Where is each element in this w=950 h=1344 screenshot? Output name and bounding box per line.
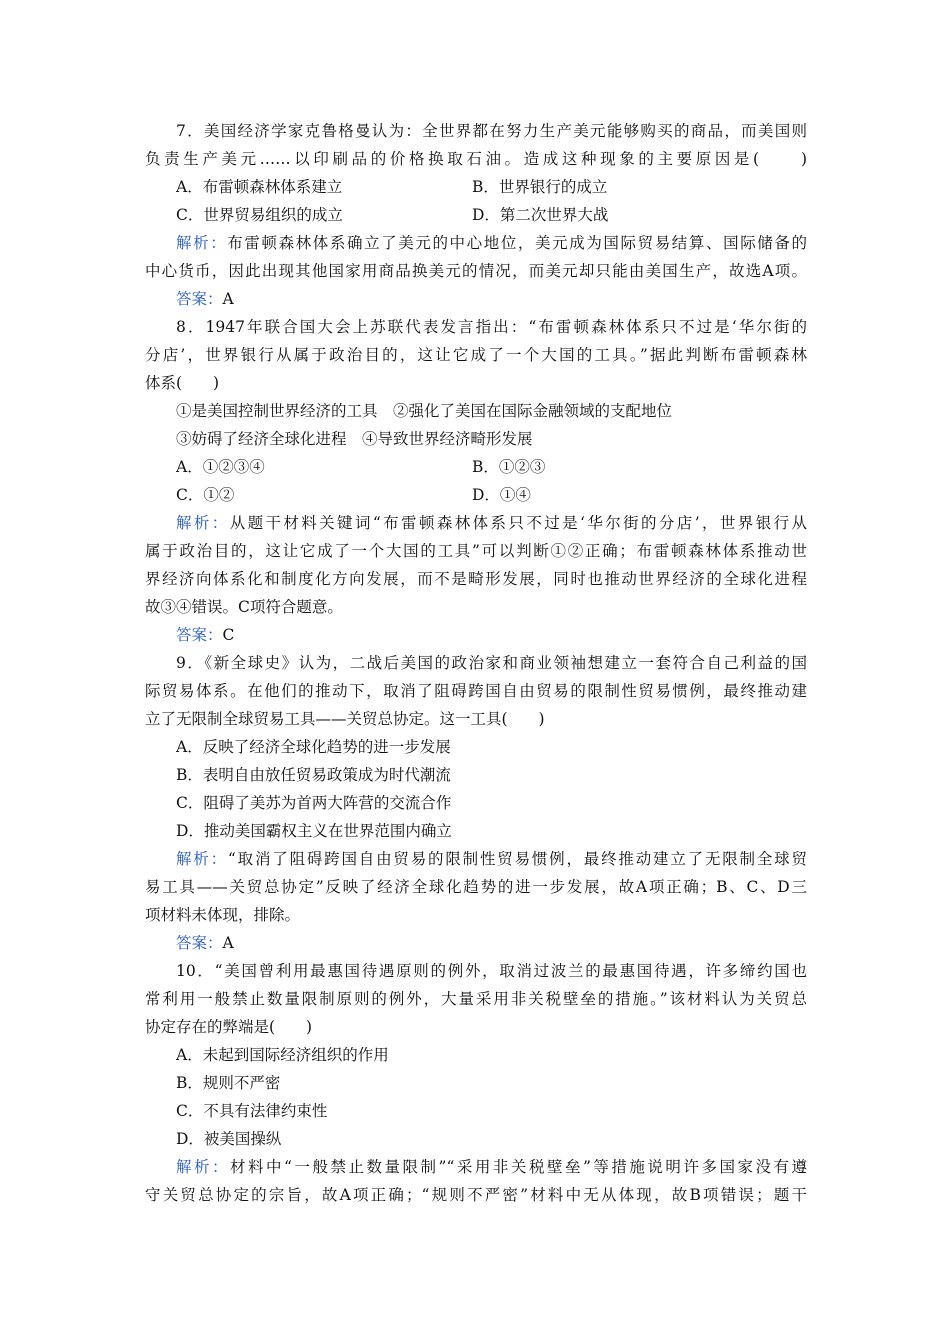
q8-analysis-text-1: 从题干材料关键词“布雷顿森林体系只不过是‘华尔街的分店’，世界银行从 [229, 514, 807, 532]
q7-options-row-2 [176, 201, 807, 229]
q10-analysis-line-1 [176, 1153, 807, 1181]
q8-analysis-line-1 [176, 509, 807, 537]
q9-analysis-text-1: “取消了阻碍跨国自由贸易的限制性贸易惯例，最终推动建立了无限制全球贸 [227, 850, 807, 868]
q7-stem-line-2: 负责生产美元……以印刷品的价格换取石油。造成这种现象的主要原因是( ) [145, 150, 807, 168]
q9-option-b: B．表明自由放任贸易政策成为时代潮流 [176, 766, 451, 784]
q7-option-c: C．世界贸易组织的成立 [176, 206, 343, 224]
analysis-label: 解析： [176, 1158, 231, 1176]
q9-analysis-line-3: 项材料未体现，排除。 [145, 906, 301, 924]
q8-stem-line-3: 体系( ) [145, 374, 220, 392]
q10-analysis-line-2: 守关贸总协定的宗旨，故A项正确；“规则不严密”材料中无从体现，故B项错误；题干 [145, 1186, 807, 1204]
q9-stem-line-2: 际贸易体系。在他们的推动下，取消了阻碍跨国自由贸易的限制性贸易惯例，最终推动建 [145, 682, 807, 700]
q9-analysis-line-2: 易工具——关贸总协定”反映了经济全球化趋势的进一步发展，故A项正确；B、C、D三 [145, 878, 807, 896]
q10-option-a: A．未起到国际经济组织的作用 [176, 1046, 389, 1064]
q8-statements-line-2: ③妨碍了经济全球化进程 ④导致世界经济畸形发展 [176, 430, 533, 448]
q9-option-d: D．推动美国霸权主义在世界范围内确立 [176, 822, 452, 840]
answer-label: 答案： [176, 290, 223, 308]
q9-option-c: C．阻碍了美苏为首两大阵营的交流合作 [176, 794, 452, 812]
q8-analysis-line-2: 属于政治目的，这让它成了一个大国的工具”可以判断①②正确；布雷顿森林体系推动世 [145, 542, 807, 560]
q10-stem-line-3: 协定存在的弊端是( ) [145, 1018, 313, 1036]
q8-option-a: A．①②③④ [176, 458, 265, 476]
q7-options-row-1 [176, 173, 807, 201]
q10-stem-line-1: 10．“美国曾利用最惠国待遇原则的例外，取消过波兰的最惠国待遇，许多缔约国也 [176, 962, 807, 980]
q8-analysis-line-4: 故③④错误。C项符合题意。 [145, 598, 343, 616]
q7-analysis-line-2: 中心货币，因此出现其他国家用商品换美元的情况，而美元却只能由美国生产，故选A项。 [145, 262, 807, 280]
q10-option-c: C．不具有法律约束性 [176, 1102, 328, 1120]
q8-stem-line-2: 分店’，世界银行从属于政治目的，这让它成了一个大国的工具。”据此判断布雷顿森林 [145, 346, 807, 364]
q7-option-a: A．布雷顿森林体系建立 [176, 178, 343, 196]
q9-answer-value: A [222, 934, 234, 952]
q10-option-d: D．被美国操纵 [176, 1130, 282, 1148]
q7-analysis-line-1 [176, 229, 807, 257]
q8-options-row-1 [176, 453, 807, 481]
q7-option-b: B．世界银行的成立 [472, 178, 608, 196]
q8-answer [176, 621, 807, 649]
q7-answer-value: A [222, 290, 234, 308]
q8-option-d: D．①④ [472, 486, 531, 504]
q9-option-a: A．反映了经济全球化趋势的进一步发展 [176, 738, 451, 756]
q8-options-row-2 [176, 481, 807, 509]
answer-label: 答案： [176, 626, 223, 644]
q9-answer [176, 929, 807, 957]
analysis-label: 解析： [176, 514, 230, 532]
analysis-label: 解析： [176, 850, 228, 868]
q10-stem-line-2: 常利用一般禁止数量限制原则的例外，大量采用非关税壁垒的措施。”该材料认为关贸总 [145, 990, 807, 1008]
q8-analysis-line-3: 界经济向体系化和制度化方向发展，而不是畸形发展，同时也推动世界经济的全球化进程 [145, 570, 807, 588]
q10-analysis-text-1: 材料中“一般禁止数量限制”“采用非关税壁垒”等措施说明许多国家没有遵 [230, 1158, 807, 1176]
q7-stem-line-1: 7．美国经济学家克鲁格曼认为：全世界都在努力生产美元能够购买的商品，而美国则 [176, 122, 807, 140]
q8-answer-value: C [222, 626, 235, 644]
q7-option-d: D．第二次世界大战 [472, 206, 609, 224]
q8-option-c: C．①② [176, 486, 235, 504]
q7-analysis-text-1: 布雷顿森林体系确立了美元的中心地位，美元成为国际贸易结算、国际储备的 [227, 234, 807, 252]
q9-stem-line-3: 立了无限制全球贸易工具——关贸总协定。这一工具( ) [145, 710, 545, 728]
q8-statements-line-1: ①是美国控制世界经济的工具 ②强化了美国在国际金融领域的支配地位 [176, 402, 673, 420]
q9-stem-line-1: 9．《新全球史》认为，二战后美国的政治家和商业领袖想建立一套符合自己利益的国 [176, 654, 807, 672]
analysis-label: 解析： [176, 234, 228, 252]
q10-option-b: B．规则不严密 [176, 1074, 281, 1092]
q8-stem-line-1: 8．1947年联合国大会上苏联代表发言指出：“布雷顿森林体系只不过是‘华尔街的 [176, 318, 807, 336]
q8-option-b: B．①②③ [472, 458, 546, 476]
q7-answer [176, 285, 807, 313]
answer-label: 答案： [176, 934, 223, 952]
q9-analysis-line-1 [176, 845, 807, 873]
